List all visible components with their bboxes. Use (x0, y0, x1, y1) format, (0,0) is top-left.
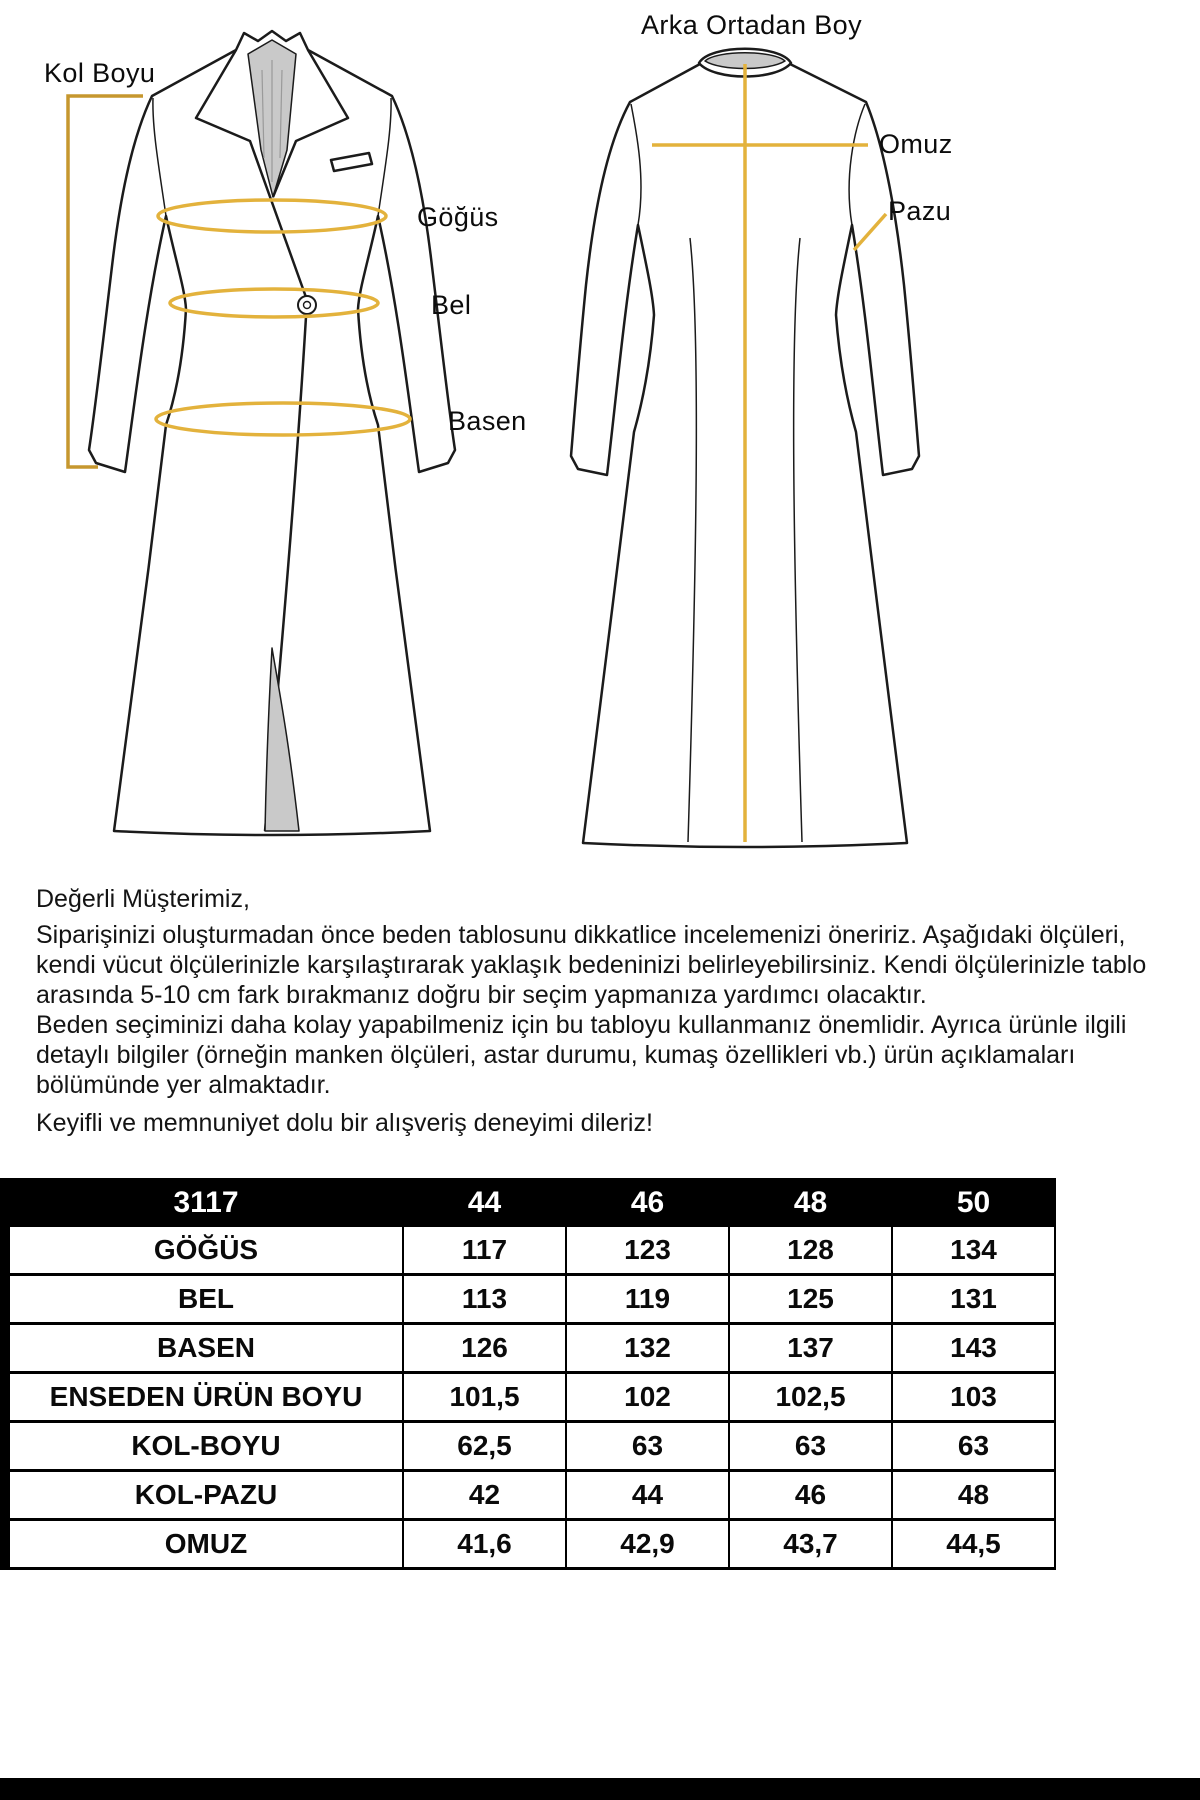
size-value: 44,5 (892, 1520, 1055, 1569)
label-sleeve-length: Kol Boyu (44, 58, 156, 88)
size-value: 113 (403, 1275, 566, 1324)
label-chest: Göğüs (417, 202, 499, 232)
size-value: 46 (729, 1471, 892, 1520)
closing-message: Keyifli ve memnuniyet dolu bir alışveriş deneyimi dileriz! (36, 1109, 653, 1137)
size-value: 134 (892, 1226, 1055, 1275)
row-label: GÖĞÜS (5, 1226, 403, 1275)
row-label: BASEN (5, 1324, 403, 1373)
table-row-chest (5, 1226, 1055, 1275)
size-value: 102 (566, 1373, 729, 1422)
size-value: 137 (729, 1324, 892, 1373)
size-value: 48 (892, 1471, 1055, 1520)
size-value: 103 (892, 1373, 1055, 1422)
row-label: ENSEDEN ÜRÜN BOYU (5, 1373, 403, 1422)
size-chart-table (0, 1178, 1056, 1570)
size-value: 131 (892, 1275, 1055, 1324)
row-label: KOL-BOYU (5, 1422, 403, 1471)
size-value: 43,7 (729, 1520, 892, 1569)
bottom-black-bar (0, 1778, 1200, 1800)
size-col-48: 48 (729, 1180, 892, 1226)
size-value: 128 (729, 1226, 892, 1275)
coat-technical-drawing (0, 0, 1200, 880)
size-value: 101,5 (403, 1373, 566, 1422)
table-row-length-from-neck (5, 1373, 1055, 1422)
coat-measurement-diagram (0, 0, 1200, 880)
coat-front-view (89, 31, 455, 835)
model-number: 3117 (5, 1180, 403, 1226)
customer-greeting: Değerli Müşterimiz, (36, 885, 250, 913)
size-col-46: 46 (566, 1180, 729, 1226)
size-col-44: 44 (403, 1180, 566, 1226)
label-waist: Bel (431, 290, 472, 320)
row-label: OMUZ (5, 1520, 403, 1569)
size-value: 62,5 (403, 1422, 566, 1471)
size-col-50: 50 (892, 1180, 1055, 1226)
table-row-waist (5, 1275, 1055, 1324)
size-value: 41,6 (403, 1520, 566, 1569)
size-value: 63 (892, 1422, 1055, 1471)
size-value: 42,9 (566, 1520, 729, 1569)
size-value: 44 (566, 1471, 729, 1520)
label-shoulder: Omuz (879, 129, 953, 159)
label-back-center-length: Arka Ortadan Boy (641, 10, 863, 40)
table-row-sleeve-length (5, 1422, 1055, 1471)
size-value: 63 (729, 1422, 892, 1471)
size-value: 42 (403, 1471, 566, 1520)
size-value: 123 (566, 1226, 729, 1275)
size-value: 143 (892, 1324, 1055, 1373)
info-text-section (36, 880, 1164, 1138)
size-value: 126 (403, 1324, 566, 1373)
table-row-bicep (5, 1471, 1055, 1520)
row-label: BEL (5, 1275, 403, 1324)
label-bicep: Pazu (888, 196, 952, 226)
info-paragraph-1: Siparişinizi oluşturmadan önce beden tablosunu dikkatlice incelemenizi öneririz. Aşağıdaki ölçüleri, kendi vücut ölçülerinizle karşılaştırarak yaklaşık bedeninizi belirleyebilirsiniz. Kendi ölçülerinizle tablo arasında 5-10 cm fark bırakmanız doğru bir seçim yapmanıza yardımcı olacaktır. (36, 921, 1147, 1009)
size-value: 63 (566, 1422, 729, 1471)
row-label: KOL-PAZU (5, 1471, 403, 1520)
size-value: 117 (403, 1226, 566, 1275)
info-paragraph-2: Beden seçiminizi daha kolay yapabilmeniz için bu tabloyu kullanmanız önemlidir. Ayrıca ürünle ilgili detaylı bilgiler (örneğin manken ölçüleri, astar durumu, kumaş özellikleri vb.) ürün açıklamaları bölümünde yer almaktadır. (36, 1011, 1127, 1099)
size-value: 132 (566, 1324, 729, 1373)
label-hip: Basen (448, 406, 527, 436)
size-value: 102,5 (729, 1373, 892, 1422)
size-table-header-row (5, 1180, 1055, 1226)
size-value: 125 (729, 1275, 892, 1324)
table-row-hip (5, 1324, 1055, 1373)
size-value: 119 (566, 1275, 729, 1324)
table-row-shoulder (5, 1520, 1055, 1569)
